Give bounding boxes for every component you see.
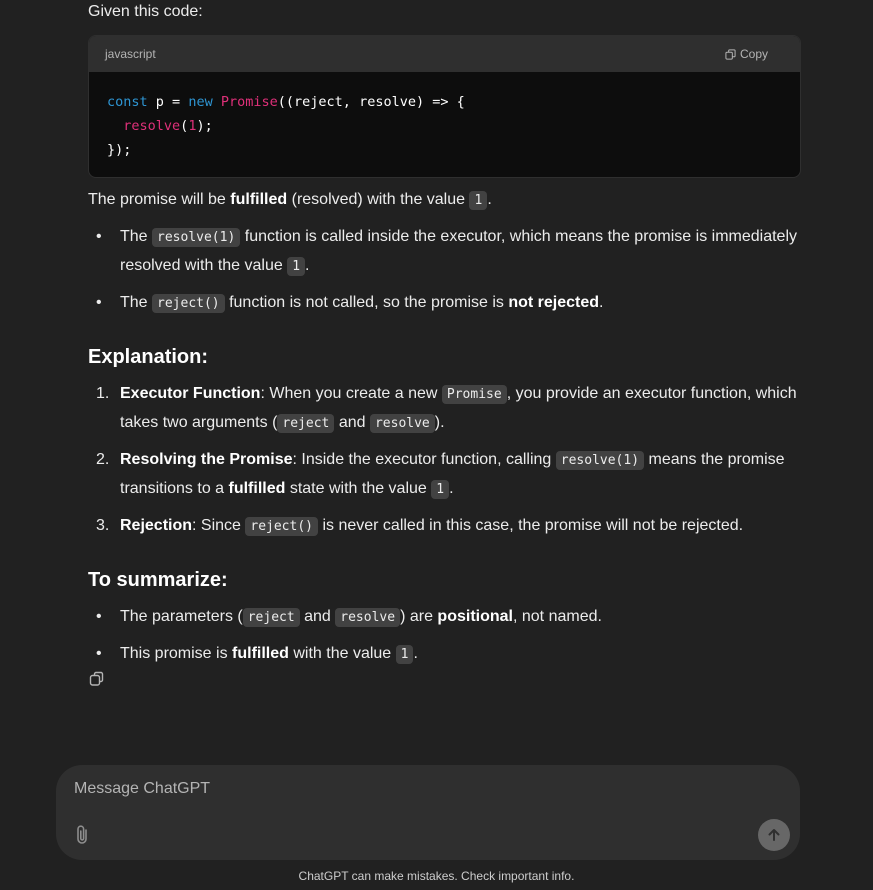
code-line: const p = new Promise((reject, resolve) => { <box>107 94 465 110</box>
list-item: • This promise is fulfilled with the value 1 . <box>88 640 808 669</box>
list-item: • The parameters ( reject and resolve ) are positional, not named. <box>88 603 808 632</box>
copy-icon <box>88 670 106 688</box>
list-item: 3. Rejection: Since reject() is never called in this case, the promise will not be rejected. <box>96 517 744 534</box>
summary-heading: To summarize: <box>88 569 228 591</box>
arrow-up-icon <box>766 827 782 843</box>
list-item: • The resolve(1) function is called inside the executor, which means the promise is immediately resolved with the value 1 . <box>88 223 808 281</box>
answer-summary-line: The promise will be fulfilled (resolved) with the value 1 . <box>88 191 492 208</box>
assistant-answer <box>88 186 808 669</box>
list-item: • The reject() function is not called, so the promise is not rejected. <box>88 289 808 318</box>
list-item: 2. Resolving the Promise: Inside the executor function, calling resolve(1) means the promise transitions to a fulfilled state with the value 1 . <box>96 451 785 497</box>
code-line: resolve(1); <box>123 118 213 134</box>
code-line: }); <box>107 142 132 158</box>
list-item: 1. Executor Function: When you create a new Promise , you provide an executor function, which takes two arguments ( reject and resolve ). <box>96 385 797 431</box>
copy-label: Copy <box>739 47 768 61</box>
disclaimer-text: ChatGPT can make mistakes. Check important info. <box>298 869 575 883</box>
explanation-heading: Explanation: <box>88 346 209 368</box>
code-body[interactable] <box>89 72 800 162</box>
explanation-list <box>88 380 808 541</box>
message-composer[interactable] <box>56 765 800 860</box>
send-button[interactable] <box>758 819 790 851</box>
intro-text: Given this code: <box>88 3 203 20</box>
code-language-label: javascript <box>105 47 156 61</box>
code-header <box>89 36 800 72</box>
summary-bullets <box>88 603 808 669</box>
attach-button[interactable] <box>72 823 94 847</box>
message-input[interactable]: Message ChatGPT <box>74 780 211 797</box>
copy-icon <box>725 49 736 60</box>
copy-message-button[interactable] <box>88 670 108 690</box>
paperclip-icon <box>72 823 94 847</box>
copy-code-button[interactable] <box>725 47 768 61</box>
code-block <box>88 35 801 178</box>
answer-bullets <box>88 223 808 318</box>
